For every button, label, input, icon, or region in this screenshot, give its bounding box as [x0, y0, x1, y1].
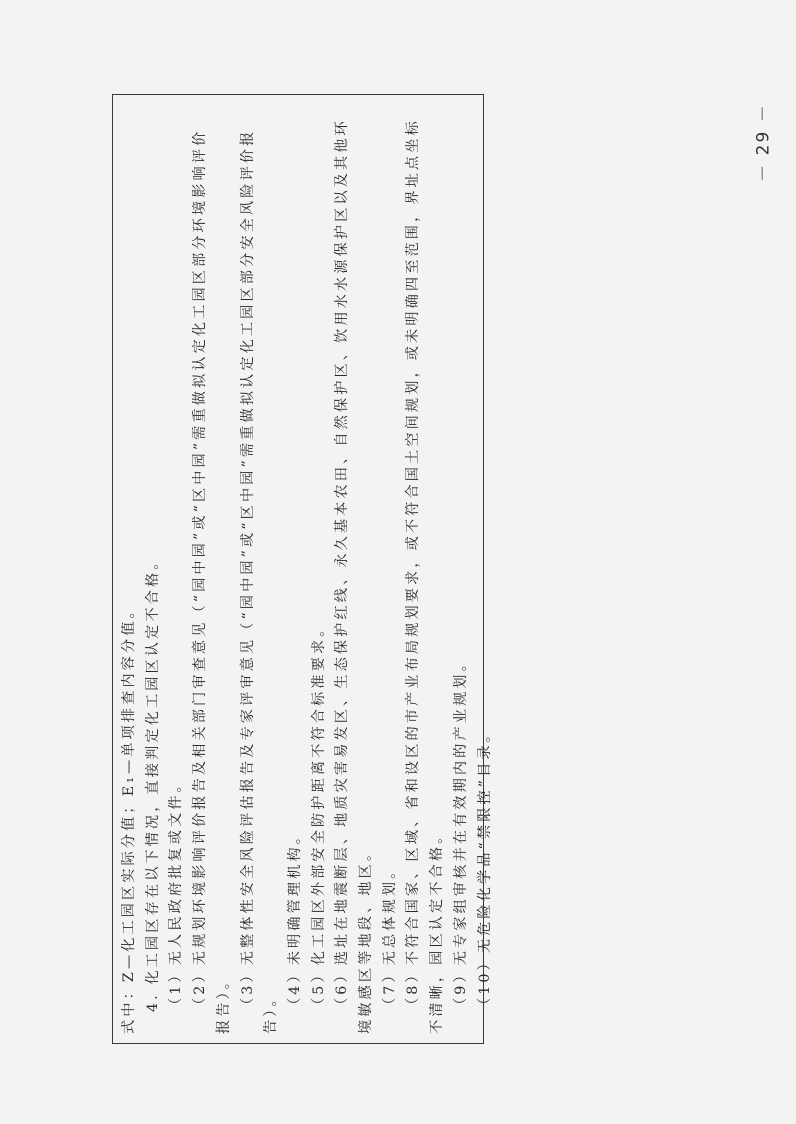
- document-body: [112, 94, 493, 1044]
- list-item: （5）化工园区外部安全防护距离不符合标准要求。: [310, 619, 327, 1012]
- list-item: （1）无人民政府批复或文件。: [168, 775, 185, 1012]
- list-item: （10）无危险化学品“禁限控”目录。: [476, 725, 493, 1012]
- list-item: （2）无规划环境影响评价报告及相关部门审查意见（“园中园”或“区中园”需重做拟认定化工园区部分环境影响评价报告）。: [192, 128, 232, 1034]
- list-item: （8）不符合国家、区域、省和设区的市产业布局规划要求，或不符合国土空间规划，或未明确四至范围，界址点坐标不清晰，园区认定不合格。: [405, 118, 446, 1034]
- list-item: （4）未明确管理机构。: [286, 826, 303, 1012]
- formula-explanation: 式中：Z—化工园区实际分值；E₁—单项排查内容分值。: [121, 601, 137, 1034]
- list-item: （6）选址在地震断层、地质灾害易发区、生态保护红线、永久基本农田、自然保护区、饮用水水源保护区以及其他环境敏感区等地段、地区。: [334, 118, 375, 1034]
- list-item: （3）无整体性安全风险评估报告及专家评审意见（“园中园”或“区中园”需重做拟认定化工园区部分安全风险评价报告）。: [239, 128, 280, 1034]
- list-item: （7）无总体规划。: [381, 861, 398, 1012]
- page-number: － 29 －: [753, 103, 774, 182]
- section-heading: 4. 化工园区存在以下情况，直接判定化工园区认定不合格。: [144, 552, 161, 1012]
- list-item: （9）无专家组审核并在有效期内的产业规划。: [452, 654, 469, 1012]
